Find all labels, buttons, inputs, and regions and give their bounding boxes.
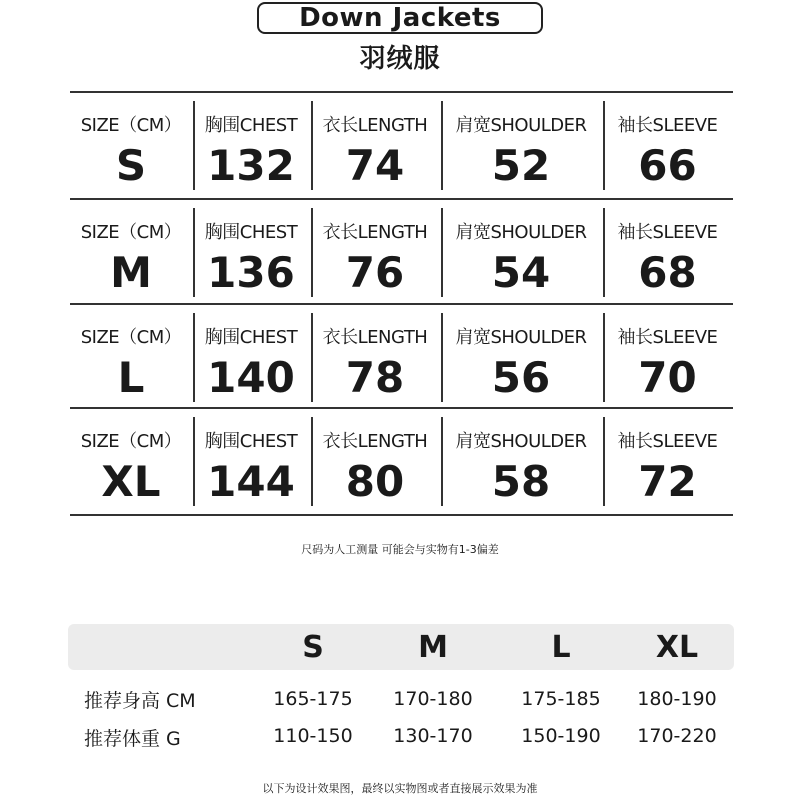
sleeve-cell (602, 409, 733, 514)
sleeve-cell (602, 305, 733, 410)
sleeve-label: 袖长SLEEVE (617, 431, 718, 452)
size-cell (70, 200, 192, 305)
shoulder-value: 56 (491, 353, 551, 402)
chest-value: 132 (207, 141, 295, 190)
length-value: 74 (345, 141, 405, 190)
weight-xl: 170-220 (637, 725, 717, 747)
column-divider (603, 208, 605, 297)
chest-cell (192, 305, 310, 410)
page-subtitle: 羽绒服 (359, 44, 441, 74)
weight-l: 150-190 (521, 725, 601, 747)
size-cell (70, 409, 192, 514)
sleeve-value: 70 (638, 353, 697, 402)
sleeve-value: 68 (638, 248, 697, 297)
chest-label: 胸围CHEST (204, 327, 298, 348)
length-cell (310, 305, 440, 410)
column-divider (193, 208, 195, 297)
rec-size-l: L (551, 630, 571, 665)
size-cell (70, 93, 192, 198)
length-cell (310, 93, 440, 198)
size-label: SIZE（CM） (80, 431, 182, 452)
rec-size-s: S (302, 630, 324, 665)
length-cell (310, 409, 440, 514)
column-divider (603, 101, 605, 190)
length-label: 衣长LENGTH (322, 222, 428, 243)
footer-note: 以下为设计效果图，最终以实物图或者直接展示效果为准 (262, 782, 538, 795)
size-value: L (117, 353, 145, 402)
height-s: 165-175 (273, 688, 353, 710)
sleeve-label: 袖长SLEEVE (617, 115, 718, 136)
rec-size-xl: XL (655, 630, 699, 665)
column-divider (441, 101, 443, 190)
column-divider (311, 101, 313, 190)
column-divider (441, 208, 443, 297)
sleeve-cell (602, 200, 733, 305)
shoulder-cell (440, 93, 602, 198)
shoulder-label: 肩宽SHOULDER (455, 222, 587, 243)
length-value: 76 (345, 248, 405, 297)
recommendation-header (68, 624, 734, 670)
column-divider (441, 417, 443, 506)
size-row (70, 303, 733, 410)
length-value: 80 (345, 457, 405, 506)
size-cell (70, 305, 192, 410)
shoulder-label: 肩宽SHOULDER (455, 115, 587, 136)
size-label: SIZE（CM） (80, 115, 182, 136)
size-row (70, 198, 733, 305)
weight-s: 110-150 (273, 725, 353, 747)
column-divider (311, 313, 313, 402)
rec-size-m: M (418, 630, 448, 665)
title-box (257, 2, 543, 34)
length-value: 78 (345, 353, 405, 402)
height-label: 推荐身高 CM (84, 690, 196, 712)
shoulder-cell (440, 305, 602, 410)
column-divider (193, 313, 195, 402)
page-title: Down Jackets (299, 3, 501, 33)
chest-label: 胸围CHEST (204, 222, 298, 243)
chest-label: 胸围CHEST (204, 115, 298, 136)
height-l: 175-185 (521, 688, 601, 710)
chest-value: 140 (207, 353, 295, 402)
sleeve-label: 袖长SLEEVE (617, 327, 718, 348)
shoulder-label: 肩宽SHOULDER (455, 327, 587, 348)
sleeve-value: 66 (638, 141, 697, 190)
column-divider (311, 208, 313, 297)
column-divider (193, 417, 195, 506)
chest-cell (192, 409, 310, 514)
shoulder-value: 52 (491, 141, 551, 190)
size-row (70, 91, 733, 198)
chest-cell (192, 93, 310, 198)
length-cell (310, 200, 440, 305)
sleeve-value: 72 (638, 457, 697, 506)
column-divider (311, 417, 313, 506)
measure-note: 尺码为人工测量 可能会与实物有1-3偏差 (301, 543, 499, 556)
sleeve-label: 袖长SLEEVE (617, 222, 718, 243)
column-divider (603, 417, 605, 506)
length-label: 衣长LENGTH (322, 431, 428, 452)
height-xl: 180-190 (637, 688, 717, 710)
size-value: XL (101, 457, 161, 506)
size-value: M (110, 248, 152, 297)
weight-m: 130-170 (393, 725, 473, 747)
height-m: 170-180 (393, 688, 473, 710)
sleeve-cell (602, 93, 733, 198)
size-label: SIZE（CM） (80, 222, 182, 243)
shoulder-cell (440, 409, 602, 514)
length-label: 衣长LENGTH (322, 115, 428, 136)
shoulder-value: 54 (491, 248, 551, 297)
chest-cell (192, 200, 310, 305)
length-label: 衣长LENGTH (322, 327, 428, 348)
column-divider (441, 313, 443, 402)
column-divider (193, 101, 195, 190)
shoulder-label: 肩宽SHOULDER (455, 431, 587, 452)
shoulder-value: 58 (491, 457, 551, 506)
chest-value: 144 (207, 457, 295, 506)
size-label: SIZE（CM） (80, 327, 182, 348)
size-row (70, 407, 733, 516)
chest-label: 胸围CHEST (204, 431, 298, 452)
shoulder-cell (440, 200, 602, 305)
size-value: S (115, 141, 147, 190)
chest-value: 136 (207, 248, 295, 297)
weight-label: 推荐体重 G (84, 728, 181, 750)
column-divider (603, 313, 605, 402)
